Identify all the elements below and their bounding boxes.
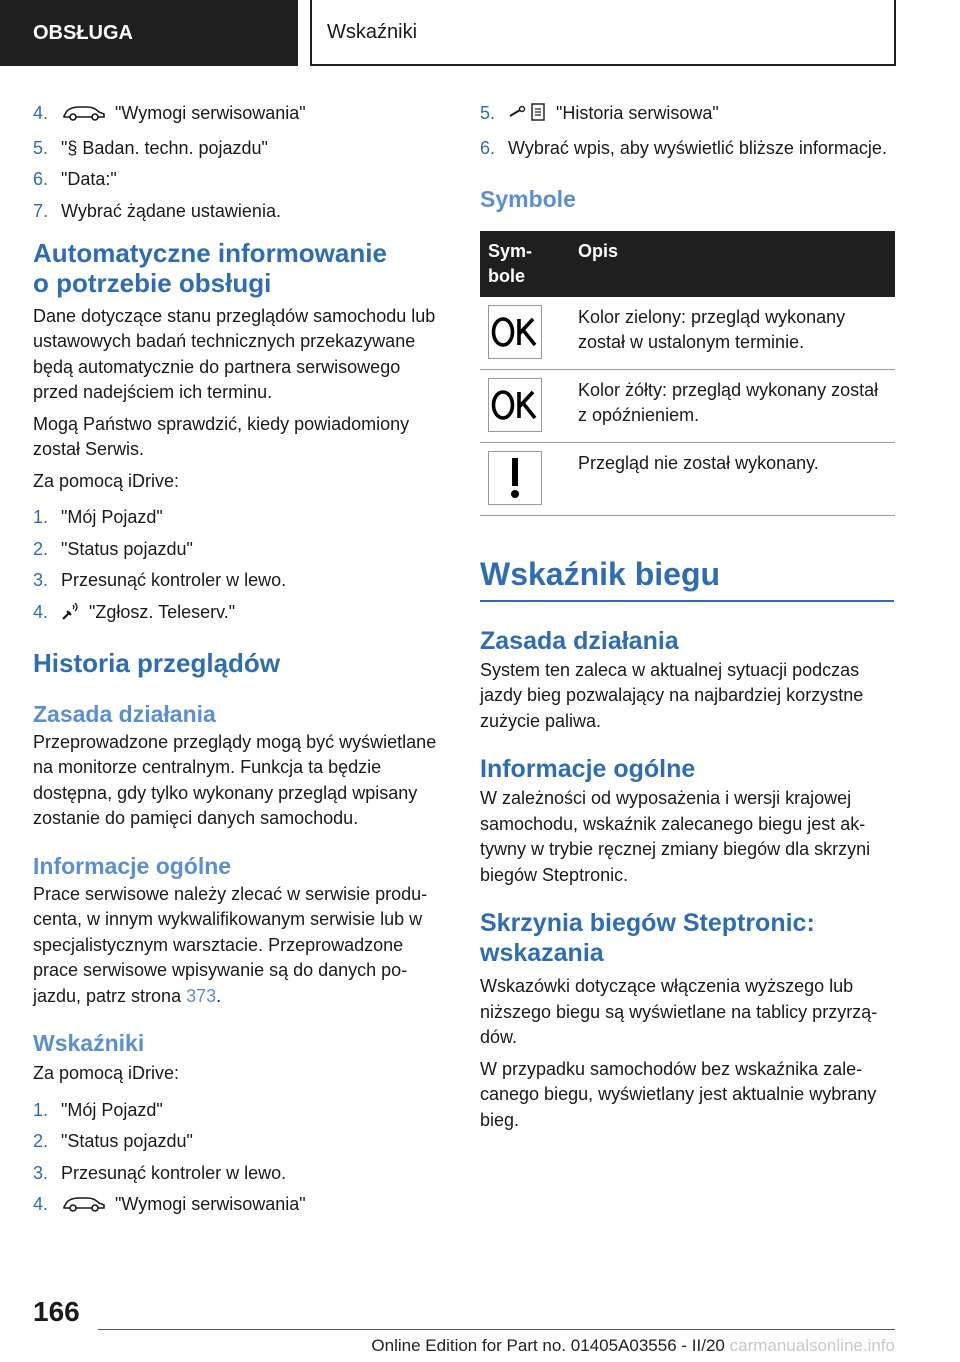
paragraph: Dane dotyczące stanu przeglądów samochodu lub ustawowych badań technicznych przekazywane będą automatycznie do partnera serwisowego przed nadejściem ich terminu. xyxy=(33,305,436,402)
section-tab xyxy=(0,0,298,66)
teleservice-icon xyxy=(61,602,81,628)
section-title: OBSŁUGA xyxy=(33,21,133,44)
list-item xyxy=(480,135,894,161)
ok-icon xyxy=(488,305,542,359)
list-number: 4. xyxy=(33,1194,49,1214)
list-number: 1. xyxy=(33,507,49,527)
list-text: "Status pojazdu" xyxy=(61,538,193,559)
list-number: 2. xyxy=(33,538,49,559)
list-number: 3. xyxy=(33,570,49,590)
subheading-general: Informacje ogólne xyxy=(33,852,232,879)
chapter-heading-gear: Wskaźnik biegu xyxy=(480,554,894,602)
watermark-site: carmanualsonline.info xyxy=(729,1336,895,1355)
list-item xyxy=(33,567,447,593)
left-column xyxy=(33,100,447,1226)
paragraph: Za pomocą iDrive: xyxy=(33,470,180,491)
list-number: 1. xyxy=(33,1099,49,1120)
steps-list-teleservice xyxy=(33,504,447,628)
page-header xyxy=(0,0,960,66)
subheading-principle: Zasada działania xyxy=(33,700,216,727)
symbol-cell xyxy=(480,442,570,515)
list-text: Przesunąć kontroler w lewo. xyxy=(61,1162,287,1183)
list-text: "Status pojazdu" xyxy=(61,1131,193,1151)
paragraph: W zależności od wyposażenia i wersji krajowej samochodu, wskaźnik zalecanego biegu jest aktywny w trybie ręcznej zmiany biegów dla skrzyni biegów Steptronic. xyxy=(480,788,871,885)
table-row xyxy=(480,369,895,442)
paragraph: Za pomocą iDrive: xyxy=(33,1063,180,1083)
list-item xyxy=(33,1097,447,1123)
footer-edition xyxy=(371,1336,895,1356)
list-text: "Data:" xyxy=(61,169,117,189)
page-number: 166 xyxy=(33,1296,80,1327)
list-number: 4. xyxy=(33,601,49,622)
list-number: 6. xyxy=(33,169,49,189)
paragraph: Wskazówki dotyczące włączenia wyższego lub niższego biegu są wyświetlane na tablicy przyrządów. xyxy=(480,976,878,1047)
description-cell: Przegląd nie został wykonany. xyxy=(570,442,895,515)
paragraph: System ten zaleca w aktualnej sytuacji podczas jazdy bieg pozwalający na najbardziej korzystne zużycie paliwa. xyxy=(480,659,864,731)
table-row xyxy=(480,297,895,370)
list-item xyxy=(33,504,447,530)
car-icon xyxy=(61,103,107,129)
right-column xyxy=(480,100,894,1133)
service-history-icon xyxy=(508,102,548,129)
exclamation-icon xyxy=(488,451,542,505)
description-cell: Kolor zielony: przegląd wykonany został w ustalonym terminie. xyxy=(570,297,895,370)
page-link[interactable]: 373 xyxy=(186,985,217,1006)
list-text: "Mój Pojazd" xyxy=(61,1099,163,1120)
list-text: "Wymogi serwisowania" xyxy=(115,103,306,123)
list-item xyxy=(33,1160,447,1186)
chapter-tab xyxy=(310,0,896,66)
footer-divider xyxy=(98,1329,895,1330)
list-item xyxy=(33,1191,447,1220)
list-text: Wybrać żądane ustawienia. xyxy=(61,200,281,221)
subheading-principle: Zasada działania xyxy=(480,626,679,655)
list-item xyxy=(33,198,447,224)
description-cell: Kolor żółty: przegląd wykonany został z opóźnieniem. xyxy=(570,369,895,442)
list-item xyxy=(33,1128,447,1154)
section-heading-history: Historia przeglądów xyxy=(33,647,281,678)
list-number: 6. xyxy=(480,137,496,158)
list-item xyxy=(33,135,447,161)
ok-icon xyxy=(488,378,542,432)
chapter-title: Wskaźniki xyxy=(327,20,418,43)
column-header-description: Opis xyxy=(570,231,895,297)
list-number: 3. xyxy=(33,1162,49,1183)
list-text: "Historia serwisowa" xyxy=(556,103,719,123)
list-item xyxy=(33,100,447,129)
steps-list-history xyxy=(480,100,894,161)
list-text: Wybrać wpis, aby wyświetlić bliższe informacje. xyxy=(508,137,887,158)
paragraph: Przeprowadzone przeglądy mogą być wyświetlane na monitorze centralnym. Funkcja ta będzie dostępna, gdy tylko wykonany przegląd wpisany zostanie do pamięci danych samochodu. xyxy=(33,731,437,828)
symbols-table xyxy=(480,231,895,516)
subheading-indicators: Wskaźniki xyxy=(33,1030,145,1056)
list-number: 5. xyxy=(33,137,49,158)
symbol-cell xyxy=(480,369,570,442)
table-header-row xyxy=(480,231,895,297)
section-heading-auto: Automatyczne informowanie o potrzebie obsługi xyxy=(33,237,387,298)
list-text: "Zgłosz. Teleserv." xyxy=(89,601,236,622)
column-header-symbols: Symbole xyxy=(480,231,570,297)
paragraph: Prace serwisowe należy zlecać w serwisie producenta, w innym wykwalifikowanym serwisie lub w specjalistycznym warsztacie. Przeprowadzone prace serwisowe wpisywanie są do danych pojazdu, patrz strona 373. xyxy=(33,883,428,1006)
table-row xyxy=(480,442,895,515)
list-number: 2. xyxy=(33,1131,49,1151)
subheading-general: Informacje ogólne xyxy=(480,755,696,783)
car-icon xyxy=(61,1194,107,1220)
list-item xyxy=(33,599,447,628)
list-number: 7. xyxy=(33,200,49,221)
list-number: 4. xyxy=(33,103,49,123)
subheading-symbols: Symbole xyxy=(480,185,576,212)
paragraph: W przypadku samochodów bez wskaźnika zalecanego biegu, wyświetlany jest aktualnie wybrany bieg. xyxy=(480,1058,877,1130)
edition-text: Online Edition for Part no. 01405A03556 - II/20 xyxy=(371,1336,725,1355)
subheading-steptronic: Skrzynia biegów Steptronic: wskazania xyxy=(480,909,815,967)
list-item xyxy=(480,100,894,129)
list-item xyxy=(33,166,447,192)
list-text: Przesunąć kontroler w lewo. xyxy=(61,570,287,590)
list-text: "§ Badan. techn. pojazdu" xyxy=(61,137,268,158)
paragraph: Mogą Państwo sprawdzić, kiedy powiadomiony został Serwis. xyxy=(33,413,410,459)
list-text: "Mój Pojazd" xyxy=(61,507,163,527)
symbol-cell xyxy=(480,297,570,370)
list-number: 5. xyxy=(480,103,496,123)
steps-list-indicators xyxy=(33,1097,447,1221)
list-text: "Wymogi serwisowania" xyxy=(115,1194,306,1214)
steps-list-service xyxy=(33,100,447,224)
list-item xyxy=(33,536,447,562)
